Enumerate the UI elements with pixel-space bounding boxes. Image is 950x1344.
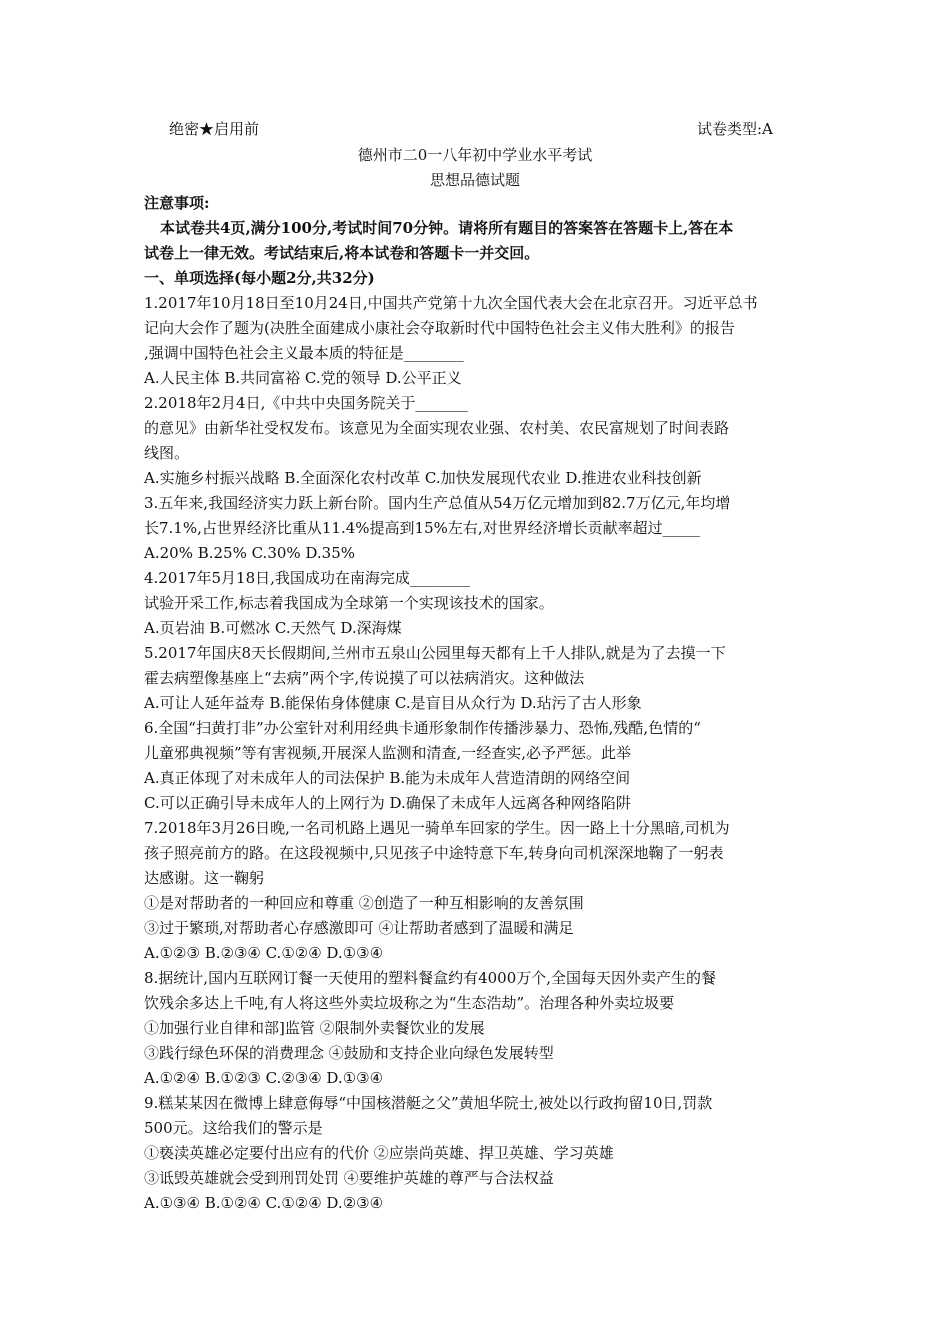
statement-options: ③过于繁琐,对帮助者心存感激即可 ④让帮助者感到了温暖和满足 xyxy=(144,919,574,937)
question-text: 霍去病塑像基座上“去病”两个字,传说摸了可以祛病消灾。这种做法 xyxy=(144,669,585,687)
answer-options: C.可以正确引导未成年人的上网行为 D.确保了未成年人远离各种网络陷阱 xyxy=(144,794,631,812)
question-text: 试验开采工作,标志着我国成为全球第一个实现该技术的国家。 xyxy=(144,594,554,612)
statement-options: ①是对帮助者的一种回应和尊重 ②创造了一种互相影响的友善氛围 xyxy=(144,894,584,912)
answer-options: A.真正体现了对未成年人的司法保护 B.能为未成年人营造清朗的网络空间 xyxy=(144,769,631,787)
question-text: 达感谢。这一鞠躬 xyxy=(144,869,265,887)
notice-line: 本试卷共4页,满分100分,考试时间70分钟。请将所有题目的答案答在答题卡上,答在本 xyxy=(160,219,734,237)
exam-title: 德州市二0一八年初中学业水平考试 xyxy=(357,146,593,164)
question-text: 4.2017年5月18日,我国成功在南海完成________ xyxy=(144,569,470,587)
notice-line: 试卷上一律无效。考试结束后,将本试卷和答题卡一并交回。 xyxy=(144,244,540,262)
question-text: 500元。这给我们的警示是 xyxy=(144,1119,323,1137)
answer-options: A.20% B.25% C.30% D.35% xyxy=(144,544,356,562)
question-text: 6.全国“扫黄打非”办公室针对利用经典卡通形象制作传播涉暴力、恐怖,残酷,色情的“ xyxy=(144,719,701,737)
statement-options: ③诋毁英雄就会受到刑罚处罚 ④要维护英雄的尊严与合法权益 xyxy=(144,1169,554,1187)
confidential-label: 绝密★启用前 xyxy=(169,120,260,138)
question-text: 5.2017年国庆8天长假期间,兰州市五泉山公园里每天都有上千人排队,就是为了去摸一下 xyxy=(144,644,726,662)
answer-options: A.①②③ B.②③④ C.①②④ D.①③④ xyxy=(144,944,384,962)
answer-options: A.实施乡村振兴战略 B.全面深化农村改革 C.加快发展现代农业 D.推进农业科技创新 xyxy=(144,469,702,487)
paper-type: 试卷类型:A xyxy=(697,120,773,138)
question-text: 1.2017年10月18日至10月24日,中国共产党第十九次全国代表大会在北京召开。习近平总书 xyxy=(144,294,758,312)
question-text: 7.2018年3月26日晚,一名司机路上遇见一骑单车回家的学生。因一路上十分黑暗,司机为 xyxy=(144,819,730,837)
question-text: 饮残余多达上千吨,有人将这些外卖垃圾称之为“生态浩劫”。治理各种外卖垃圾要 xyxy=(144,994,675,1012)
notice-heading: 注意事项: xyxy=(144,194,210,212)
question-text: 长7.1%,占世界经济比重从11.4%提高到15%左右,对世界经济增长贡献率超过_____ xyxy=(144,519,701,537)
question-text: 线图。 xyxy=(144,444,190,462)
answer-options: A.人民主体 B.共同富裕 C.党的领导 D.公平正义 xyxy=(144,369,462,387)
statement-options: ③践行绿色环保的消费理念 ④鼓励和支持企业向绿色发展转型 xyxy=(144,1044,554,1062)
statement-options: ①加强行业自律和部]监管 ②限制外卖餐饮业的发展 xyxy=(144,1019,485,1037)
answer-options: A.可让人延年益寿 B.能保佑身体健康 C.是盲目从众行为 D.玷污了古人形象 xyxy=(144,694,642,712)
answer-options: A.①③④ B.①②④ C.①②④ D.②③④ xyxy=(144,1194,384,1212)
question-text: 3.五年来,我国经济实力跃上新台阶。国内生产总值从54万亿元增加到82.7万亿元,年均增 xyxy=(144,494,731,512)
question-text: ,强调中国特色社会主义最本质的特征是________ xyxy=(144,344,464,362)
question-text: 孩子照亮前方的路。在这段视频中,只见孩子中途特意下车,转身向司机深深地鞠了一躬表 xyxy=(144,844,724,862)
question-text: 记向大会作了题为(决胜全面建成小康社会夺取新时代中国特色社会主义伟大胜利》的报告 xyxy=(144,319,735,337)
question-text: 儿童邪典视频”等有害视频,开展深人监测和清查,一经查实,必予严惩。此举 xyxy=(144,744,631,762)
question-text: 的意见》由新华社受权发布。该意见为全面实现农业强、农村美、农民富规划了时间表路 xyxy=(144,419,730,437)
answer-options: A.①②④ B.①②③ C.②③④ D.①③④ xyxy=(144,1069,384,1087)
question-text: 9.糕某某因在微博上肆意侮辱“中国核潜艇之父”黄旭华院士,被处以行政拘留10日,罚款 xyxy=(144,1094,713,1112)
question-text: 2.2018年2月4日,《中共中央国务院关于_______ xyxy=(144,394,468,412)
statement-options: ①亵渎英雄必定要付出应有的代价 ②应崇尚英雄、捍卫英雄、学习英雄 xyxy=(144,1144,614,1162)
section-heading: 一、单项选择(每小题2分,共32分) xyxy=(144,269,375,287)
question-text: 8.据统计,国内互联网订餐一天使用的塑料餐盒约有4000万个,全国每天因外卖产生的餐 xyxy=(144,969,717,987)
answer-options: A.页岩油 B.可燃冰 C.天然气 D.深海煤 xyxy=(144,619,402,637)
exam-subtitle: 思想品德试题 xyxy=(429,171,520,189)
